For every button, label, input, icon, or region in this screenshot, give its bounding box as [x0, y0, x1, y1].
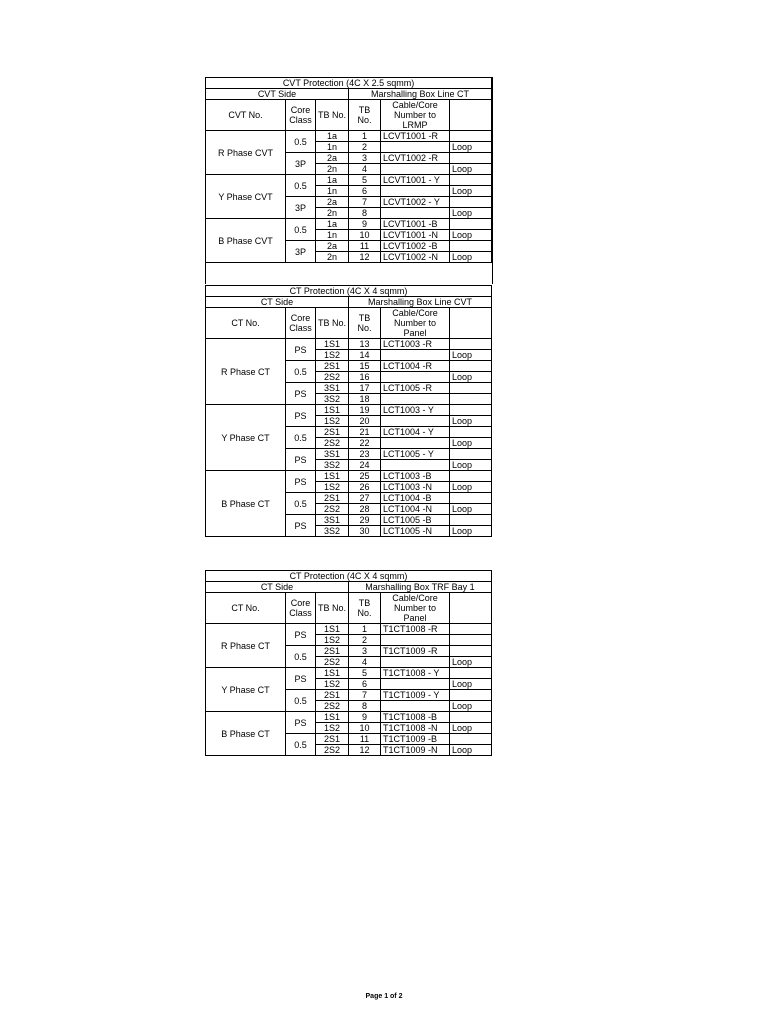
cable-core-number: LCT1004 -B: [381, 493, 450, 504]
marshalling-tb-no: 10: [349, 723, 381, 734]
core-tb-no: 2S2: [316, 372, 349, 383]
core-class: PS: [286, 624, 316, 646]
cable-core-number: [381, 350, 450, 361]
column-header: Core Class: [286, 308, 316, 339]
core-tb-no: 1S2: [316, 482, 349, 493]
marshalling-tb-no: 19: [349, 405, 381, 416]
marshalling-tb-no: 28: [349, 504, 381, 515]
loop-note: [450, 493, 492, 504]
cable-core-number: LCVT1001 -B: [381, 219, 450, 230]
loop-note: [450, 427, 492, 438]
core-tb-no: 2S1: [316, 690, 349, 701]
core-class: 0.5: [286, 131, 316, 153]
marshalling-tb-no: 13: [349, 339, 381, 350]
title-row: [206, 286, 492, 297]
core-tb-no: 2n: [316, 164, 349, 175]
column-header-row: [206, 308, 492, 339]
core-class: PS: [286, 515, 316, 537]
marshalling-tb-no: 11: [349, 241, 381, 252]
core-tb-no: 1n: [316, 230, 349, 241]
cable-core-number: LCVT1002 - Y: [381, 197, 450, 208]
cable-core-number: LCT1005 -B: [381, 515, 450, 526]
core-tb-no: 2S2: [316, 745, 349, 756]
table-row: [206, 219, 492, 230]
column-header-row: [206, 100, 492, 131]
cable-core-number: T1CT1008 -B: [381, 712, 450, 723]
column-header: Cable/Core Number to Panel: [381, 308, 450, 339]
marshalling-tb-no: 21: [349, 427, 381, 438]
cable-core-number: [381, 142, 450, 153]
cable-core-number: T1CT1009 -R: [381, 646, 450, 657]
marshalling-tb-no: 7: [349, 690, 381, 701]
loop-note: Loop: [450, 416, 492, 427]
loop-note: [450, 405, 492, 416]
phase-name: B Phase CT: [206, 712, 286, 756]
cable-core-number: [381, 635, 450, 646]
ct-protection-line-cvt-table: [205, 285, 492, 537]
loop-note: Loop: [450, 208, 492, 219]
core-tb-no: 1S1: [316, 339, 349, 350]
column-header: TB No.: [349, 593, 381, 624]
marshalling-tb-no: 4: [349, 164, 381, 175]
cable-core-number: [381, 679, 450, 690]
table-row: [206, 175, 492, 186]
core-tb-no: 2S1: [316, 493, 349, 504]
cable-core-number: T1CT1009 -N: [381, 745, 450, 756]
loop-note: Loop: [450, 701, 492, 712]
core-tb-no: 1S2: [316, 350, 349, 361]
marshalling-tb-no: 6: [349, 186, 381, 197]
marshalling-tb-no: 20: [349, 416, 381, 427]
core-class: 3P: [286, 197, 316, 219]
loop-note: [450, 449, 492, 460]
core-tb-no: 2S2: [316, 701, 349, 712]
column-header: Core Class: [286, 593, 316, 624]
marshalling-tb-no: 29: [349, 515, 381, 526]
loop-note: [450, 339, 492, 350]
column-header: CT No.: [206, 308, 286, 339]
cable-core-number: LCT1004 -N: [381, 504, 450, 515]
cable-core-number: LCT1003 - Y: [381, 405, 450, 416]
column-header: TB No.: [316, 593, 349, 624]
core-class: PS: [286, 339, 316, 361]
core-class: 3P: [286, 153, 316, 175]
core-tb-no: 1S2: [316, 723, 349, 734]
core-tb-no: 1S1: [316, 471, 349, 482]
core-class: 0.5: [286, 690, 316, 712]
core-tb-no: 1S2: [316, 679, 349, 690]
loop-note: [450, 668, 492, 679]
column-header: Core Class: [286, 100, 316, 131]
core-tb-no: 1S2: [316, 635, 349, 646]
phase-name: Y Phase CVT: [206, 175, 286, 219]
cable-core-number: LCT1005 -N: [381, 526, 450, 537]
cable-core-number: LCVT1001 -R: [381, 131, 450, 142]
marshalling-tb-no: 25: [349, 471, 381, 482]
cable-core-number: LCT1004 -R: [381, 361, 450, 372]
loop-note: Loop: [450, 230, 492, 241]
loop-note: Loop: [450, 372, 492, 383]
loop-note: [450, 624, 492, 635]
phase-name: R Phase CVT: [206, 131, 286, 175]
marshalling-tb-no: 11: [349, 734, 381, 745]
loop-note: [450, 471, 492, 482]
ct-protection-trf-bay-table: [205, 570, 492, 756]
marshalling-tb-no: 1: [349, 131, 381, 142]
core-tb-no: 2S1: [316, 646, 349, 657]
marshalling-tb-no: 8: [349, 701, 381, 712]
core-class: PS: [286, 405, 316, 427]
cable-core-number: [381, 701, 450, 712]
group-row: [206, 89, 492, 100]
cable-core-number: LCT1005 - Y: [381, 449, 450, 460]
loop-note: [450, 635, 492, 646]
column-header: [450, 100, 492, 131]
marshalling-tb-no: 14: [349, 350, 381, 361]
column-header: TB No.: [316, 100, 349, 131]
right-group-header: Marshalling Box Line CVT: [349, 297, 492, 308]
core-class: 0.5: [286, 493, 316, 515]
marshalling-tb-no: 27: [349, 493, 381, 504]
column-header: Cable/Core Number to LRMP: [381, 100, 450, 131]
loop-note: [450, 394, 492, 405]
column-header-row: [206, 593, 492, 624]
cable-core-number: LCVT1001 -N: [381, 230, 450, 241]
marshalling-tb-no: 10: [349, 230, 381, 241]
marshalling-tb-no: 12: [349, 745, 381, 756]
table-row: [206, 668, 492, 679]
core-tb-no: 3S1: [316, 383, 349, 394]
core-tb-no: 1a: [316, 219, 349, 230]
marshalling-tb-no: 12: [349, 252, 381, 263]
core-tb-no: 2n: [316, 208, 349, 219]
core-tb-no: 2n: [316, 252, 349, 263]
marshalling-tb-no: 16: [349, 372, 381, 383]
column-header: [450, 308, 492, 339]
phase-name: Y Phase CT: [206, 405, 286, 471]
loop-note: [450, 734, 492, 745]
core-tb-no: 2S2: [316, 438, 349, 449]
loop-note: [450, 515, 492, 526]
core-tb-no: 2S1: [316, 734, 349, 745]
table-row: [206, 471, 492, 482]
marshalling-tb-no: 24: [349, 460, 381, 471]
cable-core-number: [381, 186, 450, 197]
core-class: PS: [286, 668, 316, 690]
marshalling-tb-no: 30: [349, 526, 381, 537]
core-tb-no: 2S1: [316, 361, 349, 372]
core-tb-no: 2S2: [316, 504, 349, 515]
core-tb-no: 2a: [316, 197, 349, 208]
core-class: 0.5: [286, 361, 316, 383]
cable-core-number: [381, 372, 450, 383]
loop-note: [450, 712, 492, 723]
marshalling-tb-no: 5: [349, 668, 381, 679]
core-tb-no: 3S1: [316, 449, 349, 460]
table-title: CT Protection (4C X 4 sqmm): [206, 571, 492, 582]
core-tb-no: 1n: [316, 142, 349, 153]
core-class: 0.5: [286, 219, 316, 241]
marshalling-tb-no: 8: [349, 208, 381, 219]
core-tb-no: 3S2: [316, 526, 349, 537]
marshalling-tb-no: 9: [349, 219, 381, 230]
column-header: [450, 593, 492, 624]
marshalling-tb-no: 5: [349, 175, 381, 186]
cable-core-number: T1CT1008 - Y: [381, 668, 450, 679]
left-group-header: CVT Side: [206, 89, 349, 100]
cable-core-number: [381, 438, 450, 449]
cable-core-number: [381, 416, 450, 427]
core-tb-no: 1a: [316, 131, 349, 142]
core-tb-no: 2a: [316, 153, 349, 164]
column-header: CT No.: [206, 593, 286, 624]
marshalling-tb-no: 23: [349, 449, 381, 460]
core-tb-no: 3S2: [316, 460, 349, 471]
core-class: PS: [286, 449, 316, 471]
table-row: [206, 131, 492, 142]
marshalling-tb-no: 7: [349, 197, 381, 208]
column-header: Cable/Core Number to Panel: [381, 593, 450, 624]
phase-name: B Phase CVT: [206, 219, 286, 263]
core-tb-no: 3S1: [316, 515, 349, 526]
core-class: PS: [286, 383, 316, 405]
core-tb-no: 1a: [316, 175, 349, 186]
cable-core-number: T1CT1009 - Y: [381, 690, 450, 701]
core-tb-no: 3S2: [316, 394, 349, 405]
cable-core-number: LCT1005 -R: [381, 383, 450, 394]
loop-note: [450, 131, 492, 142]
cable-core-number: [381, 657, 450, 668]
phase-name: R Phase CT: [206, 624, 286, 668]
column-header: TB No.: [349, 100, 381, 131]
loop-note: Loop: [450, 723, 492, 734]
table-title: CT Protection (4C X 4 sqmm): [206, 286, 492, 297]
cable-core-number: [381, 164, 450, 175]
loop-note: Loop: [450, 526, 492, 537]
loop-note: Loop: [450, 142, 492, 153]
cable-core-number: LCT1004 - Y: [381, 427, 450, 438]
core-class: 3P: [286, 241, 316, 263]
core-class: 0.5: [286, 175, 316, 197]
loop-note: Loop: [450, 504, 492, 515]
marshalling-tb-no: 15: [349, 361, 381, 372]
loop-note: [450, 646, 492, 657]
cable-core-number: T1CT1009 -B: [381, 734, 450, 745]
phase-name: R Phase CT: [206, 339, 286, 405]
table-title: CVT Protection (4C X 2.5 sqmm): [206, 78, 492, 89]
loop-note: Loop: [450, 482, 492, 493]
right-group-header: Marshalling Box Line CT: [349, 89, 492, 100]
loop-note: [450, 383, 492, 394]
core-tb-no: 2S2: [316, 657, 349, 668]
cable-core-number: LCVT1002 -N: [381, 252, 450, 263]
loop-note: [450, 197, 492, 208]
cable-core-number: LCVT1001 - Y: [381, 175, 450, 186]
marshalling-tb-no: 2: [349, 142, 381, 153]
core-tb-no: 1S1: [316, 624, 349, 635]
table-row: [206, 339, 492, 350]
core-tb-no: 1n: [316, 186, 349, 197]
marshalling-tb-no: 4: [349, 657, 381, 668]
cable-core-number: T1CT1008 -R: [381, 624, 450, 635]
phase-name: Y Phase CT: [206, 668, 286, 712]
cable-core-number: LCT1003 -R: [381, 339, 450, 350]
table-row: [206, 624, 492, 635]
core-class: 0.5: [286, 734, 316, 756]
marshalling-tb-no: 2: [349, 635, 381, 646]
marshalling-tb-no: 3: [349, 153, 381, 164]
table-row: [206, 405, 492, 416]
marshalling-tb-no: 26: [349, 482, 381, 493]
cable-core-number: [381, 394, 450, 405]
loop-note: Loop: [450, 350, 492, 361]
cable-core-number: LCT1003 -N: [381, 482, 450, 493]
phase-name: B Phase CT: [206, 471, 286, 537]
title-row: [206, 571, 492, 582]
cable-core-number: LCVT1002 -B: [381, 241, 450, 252]
marshalling-tb-no: 18: [349, 394, 381, 405]
core-tb-no: 2a: [316, 241, 349, 252]
marshalling-tb-no: 6: [349, 679, 381, 690]
marshalling-tb-no: 9: [349, 712, 381, 723]
loop-note: Loop: [450, 460, 492, 471]
left-group-header: CT Side: [206, 582, 349, 593]
loop-note: Loop: [450, 679, 492, 690]
core-tb-no: 2S1: [316, 427, 349, 438]
core-class: PS: [286, 471, 316, 493]
core-tb-no: 1S2: [316, 416, 349, 427]
loop-note: Loop: [450, 745, 492, 756]
cable-core-number: [381, 208, 450, 219]
cable-core-number: LCVT1002 -R: [381, 153, 450, 164]
cable-core-number: [381, 460, 450, 471]
marshalling-tb-no: 3: [349, 646, 381, 657]
cable-core-number: T1CT1008 -N: [381, 723, 450, 734]
core-tb-no: 1S1: [316, 668, 349, 679]
page-footer: Page 1 of 2: [365, 993, 403, 1000]
loop-note: [450, 241, 492, 252]
core-class: PS: [286, 712, 316, 734]
marshalling-tb-no: 1: [349, 624, 381, 635]
core-tb-no: 1S1: [316, 712, 349, 723]
loop-note: [450, 175, 492, 186]
loop-note: [450, 361, 492, 372]
loop-note: Loop: [450, 657, 492, 668]
loop-note: Loop: [450, 438, 492, 449]
group-row: [206, 582, 492, 593]
group-row: [206, 297, 492, 308]
loop-note: Loop: [450, 252, 492, 263]
marshalling-tb-no: 17: [349, 383, 381, 394]
loop-note: [450, 690, 492, 701]
loop-note: Loop: [450, 186, 492, 197]
loop-note: [450, 219, 492, 230]
cvt-protection-table: [205, 77, 492, 263]
column-header: TB No.: [316, 308, 349, 339]
column-header: CVT No.: [206, 100, 286, 131]
column-header: TB No.: [349, 308, 381, 339]
core-class: 0.5: [286, 427, 316, 449]
core-tb-no: 1S1: [316, 405, 349, 416]
right-group-header: Marshalling Box TRF Bay 1: [349, 582, 492, 593]
title-row: [206, 78, 492, 89]
loop-note: [450, 153, 492, 164]
loop-note: Loop: [450, 164, 492, 175]
cable-core-number: LCT1003 -B: [381, 471, 450, 482]
table-row: [206, 712, 492, 723]
left-group-header: CT Side: [206, 297, 349, 308]
marshalling-tb-no: 22: [349, 438, 381, 449]
core-class: 0.5: [286, 646, 316, 668]
